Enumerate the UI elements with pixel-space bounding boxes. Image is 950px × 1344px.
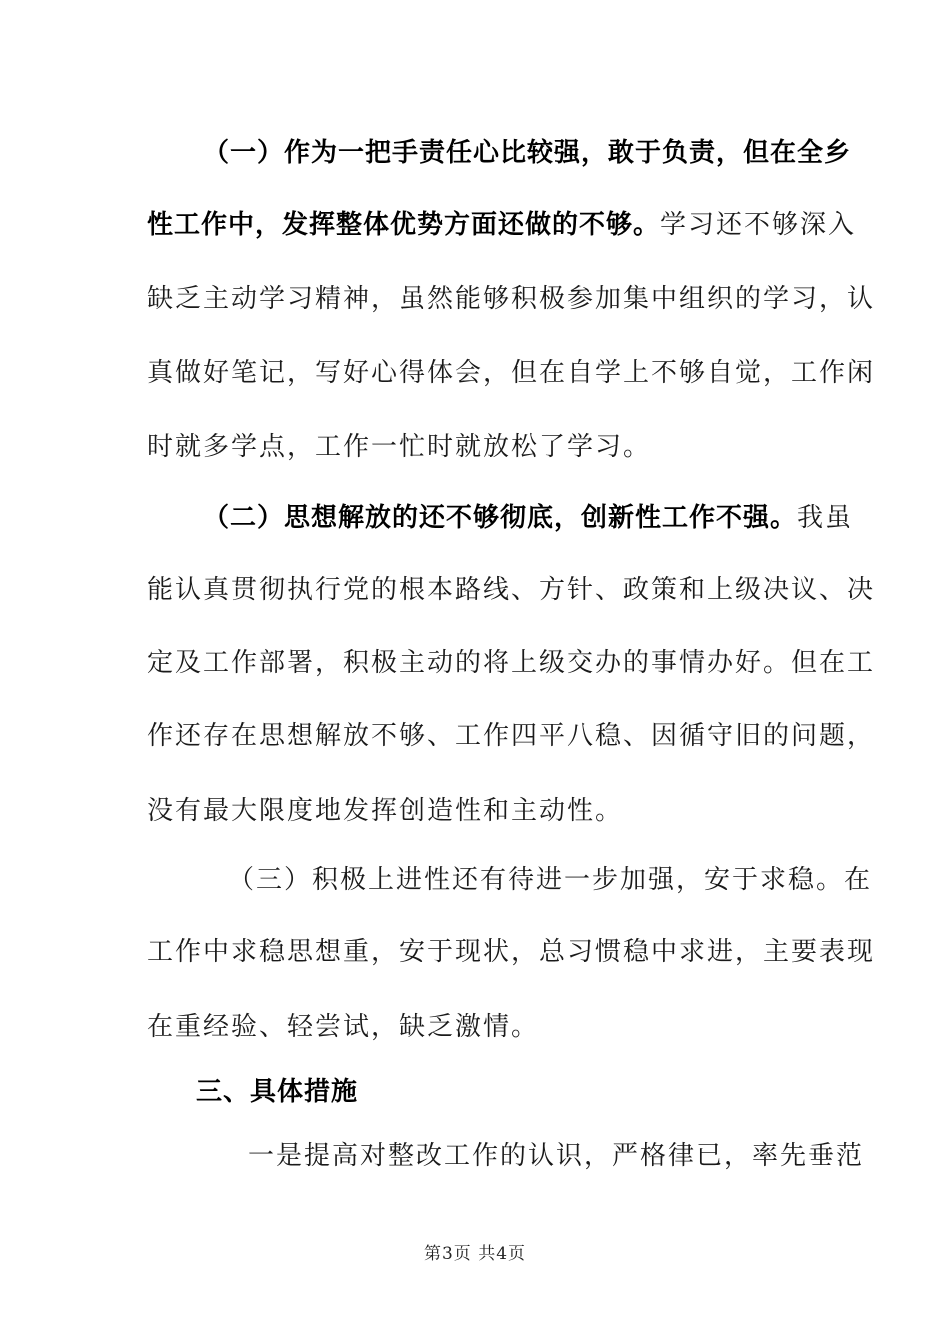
para1-line2-rest: 学习还不够深入 [660,210,857,240]
para1-line3: 缺乏主动学习精神，虽然能够积极参加集中组织的学习，认 [147,284,876,314]
para2-line1-rest: 我虽 [797,503,854,533]
para3-line2: 工作中求稳思想重，安于现状，总习惯稳中求进，主要表现 [147,937,876,967]
para1-line1-text: （一）作为一把手责任心比较强，敢于负责，但在全乡 [203,138,852,168]
para1-line4: 真做好笔记，写好心得体会，但在自学上不够自觉，工作闲 [147,358,876,388]
para1-line2 [147,209,857,241]
para2-line4: 作还存在思想解放不够、工作四平八稳、因循守旧的问题， [147,721,876,751]
section-heading: 三、具体措施 [196,1077,359,1107]
para2-line5: 没有最大限度地发挥创造性和主动性。 [147,796,624,826]
para3-line1: （三）积极上进性还有待进一步加强，安于求稳。在 [228,865,873,895]
para3-line3: 在重经验、轻尝试，缺乏激情。 [147,1012,540,1042]
para1-line5: 时就多学点，工作一忙时就放松了学习。 [147,432,652,462]
para1-line1 [203,137,852,169]
para2-line1-bold: （二）思想解放的还不够彻底，创新性工作不强。 [203,503,798,533]
para1-line2-bold: 性工作中，发挥整体优势方面还做的不够。 [147,210,661,240]
para4-line1: 一是提高对整改工作的认识，严格律已，率先垂范 [248,1141,865,1171]
para2-line3: 定及工作部署，积极主动的将上级交办的事情办好。但在工 [147,648,876,678]
page-footer: 第3页 共4页 [423,1244,527,1264]
para2-line2: 能认真贯彻执行党的根本路线、方针、政策和上级决议、决 [147,575,876,605]
para2-line1 [203,502,854,534]
